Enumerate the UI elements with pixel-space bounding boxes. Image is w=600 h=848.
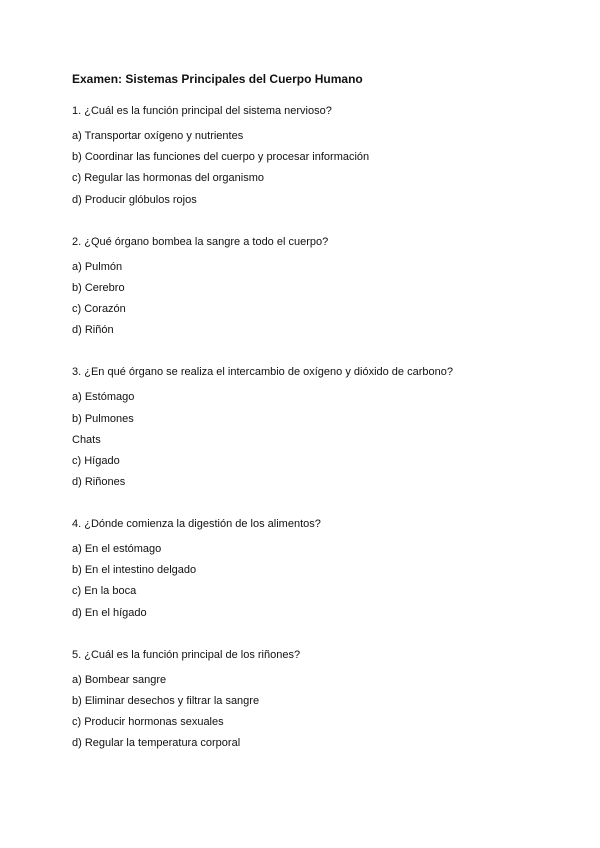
question-5-option-b: b) Eliminar desechos y filtrar la sangre: [72, 695, 260, 707]
question-5: 5. ¿Cuál es la función principal de los riñones?: [72, 649, 301, 661]
question-5-option-d: d) Regular la temperatura corporal: [72, 737, 241, 749]
question-2-option-b: b) Cerebro: [72, 282, 125, 294]
question-1-option-c: c) Regular las hormonas del organismo: [72, 172, 264, 184]
question-4: 4. ¿Dónde comienza la digestión de los alimentos?: [72, 518, 321, 530]
question-4-option-a: a) En el estómago: [72, 543, 162, 555]
question-5-option-c: c) Producir hormonas sexuales: [72, 716, 224, 728]
question-4-option-b: b) En el intestino delgado: [72, 564, 197, 576]
question-4-option-c: c) En la boca: [72, 585, 137, 597]
question-1-option-d: d) Producir glóbulos rojos: [72, 194, 197, 206]
question-3-stray-text: Chats: [72, 434, 101, 446]
question-3-option-b: b) Pulmones: [72, 413, 134, 425]
question-3-option-a: a) Estómago: [72, 391, 135, 403]
question-2-option-d: d) Riñón: [72, 324, 114, 336]
exam-title: Examen: Sistemas Principales del Cuerpo Humano: [72, 72, 363, 86]
question-2-option-a: a) Pulmón: [72, 261, 123, 273]
question-1: 1. ¿Cuál es la función principal del sistema nervioso?: [72, 105, 332, 117]
question-3: 3. ¿En qué órgano se realiza el intercambio de oxígeno y dióxido de carbono?: [72, 366, 453, 378]
question-4-option-d: d) En el hígado: [72, 607, 147, 619]
question-2: 2. ¿Qué órgano bombea la sangre a todo el cuerpo?: [72, 236, 329, 248]
question-3-option-d: d) Riñones: [72, 476, 126, 488]
question-5-option-a: a) Bombear sangre: [72, 674, 167, 686]
question-2-option-c: c) Corazón: [72, 303, 126, 315]
question-1-option-a: a) Transportar oxígeno y nutrientes: [72, 130, 244, 142]
question-1-option-b: b) Coordinar las funciones del cuerpo y procesar información: [72, 151, 370, 163]
question-3-option-c: c) Hígado: [72, 455, 120, 467]
